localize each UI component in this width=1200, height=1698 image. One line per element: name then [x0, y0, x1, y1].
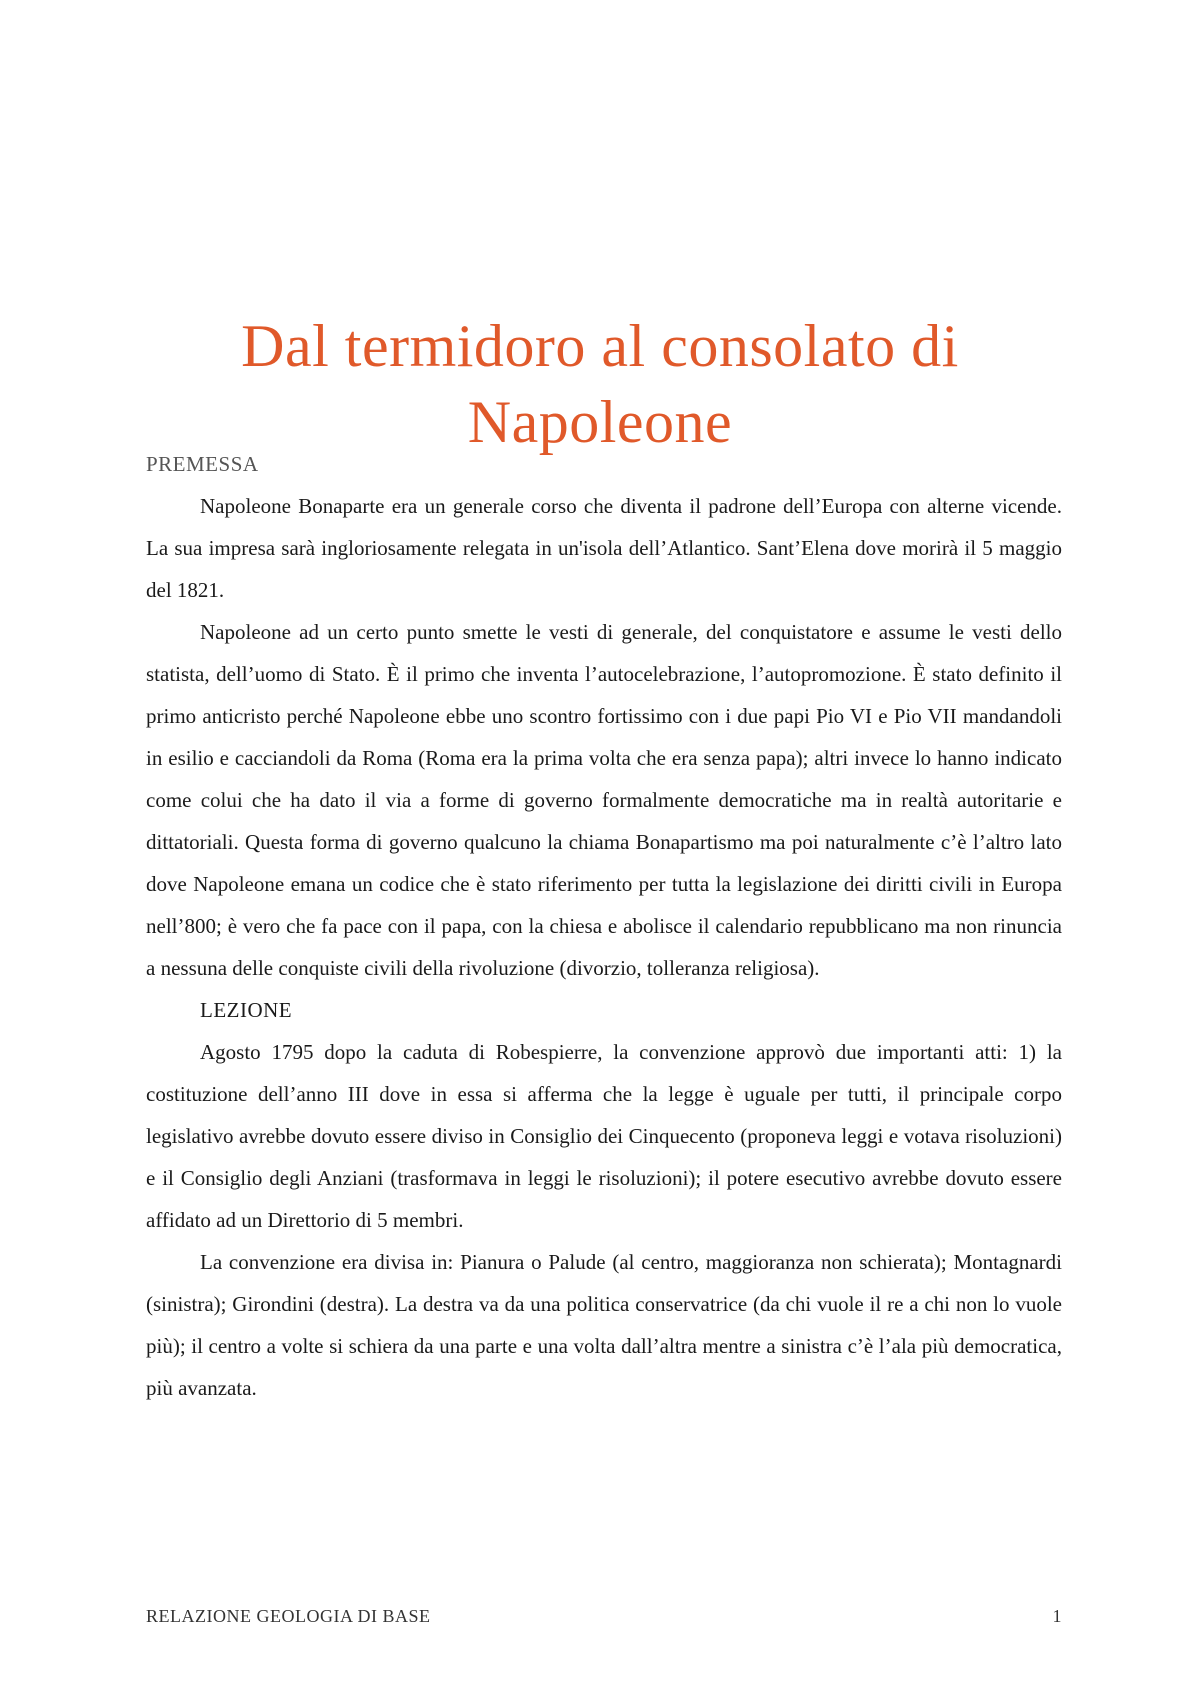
section-heading-lezione: LEZIONE — [200, 998, 293, 1022]
footer-label: RELAZIONE GEOLOGIA DI BASE — [146, 1606, 431, 1626]
paragraph: Napoleone ad un certo punto smette le vesti di generale, del conquistatore e assume le vesti dello statista, dell’uomo di Stato. È il primo che inventa l’autocelebrazione, l’autopromozione. È stato definito il primo anticristo perché Napoleone ebbe uno scontro fortissimo con i due papi Pio VI e Pio VII mandandoli in esilio e cacciandoli da Roma (Roma era la prima volta che era senza papa); altri invece lo hanno indicato come colui che ha dato il via a forme di governo formalmente democratiche ma in realtà autoritarie e dittatoriali. Questa forma di governo qualcuno la chiama Bonapartismo ma poi naturalmente c’è l’altro lato dove Napoleone emana un codice che è stato riferimento per tutta la legislazione dei diritti civili in Europa nell’800; è vero che fa pace con il papa, con la chiesa e abolisce il calendario repubblicano ma non rinuncia a nessuna delle conquiste civili della rivoluzione (divorzio, tolleranza religiosa). — [146, 620, 1062, 980]
paragraph: La convenzione era divisa in: Pianura o Palude (al centro, maggioranza non schierata); Montagnardi (sinistra); Girondini (destra). La destra va da una politica conservatrice (da chi vuole il re a chi non lo vuole più); il centro a volte si schiera da una parte e una volta dall’altra mentre a sinistra c’è l’ala più democratica, più avanzata. — [146, 1250, 1062, 1400]
document-title: Dal termidoro al consolato di Napoleone — [241, 313, 959, 455]
page-number: 1 — [1052, 1606, 1062, 1626]
page-footer — [146, 1606, 1062, 1627]
paragraph: Agosto 1795 dopo la caduta di Robespierre, la convenzione approvò due importanti atti: 1) la costituzione dell’anno III dove in essa si afferma che la legge è uguale per tutti, il principale corpo legislativo avrebbe dovuto essere diviso in Consiglio dei Cinquecento (proponeva leggi e votava risoluzioni) e il Consiglio degli Anziani (trasformava in leggi le risoluzioni); il potere esecutivo avrebbe dovuto essere affidato ad un Direttorio di 5 membri. — [146, 1040, 1062, 1232]
document-body — [146, 452, 1062, 1409]
section-heading-premessa: PREMESSA — [146, 452, 259, 476]
paragraph: Napoleone Bonaparte era un generale corso che diventa il padrone dell’Europa con alterne vicende. La sua impresa sarà ingloriosamente relegata in un'isola dell’Atlantico. Sant’Elena dove morirà il 5 maggio del 1821. — [146, 494, 1062, 602]
